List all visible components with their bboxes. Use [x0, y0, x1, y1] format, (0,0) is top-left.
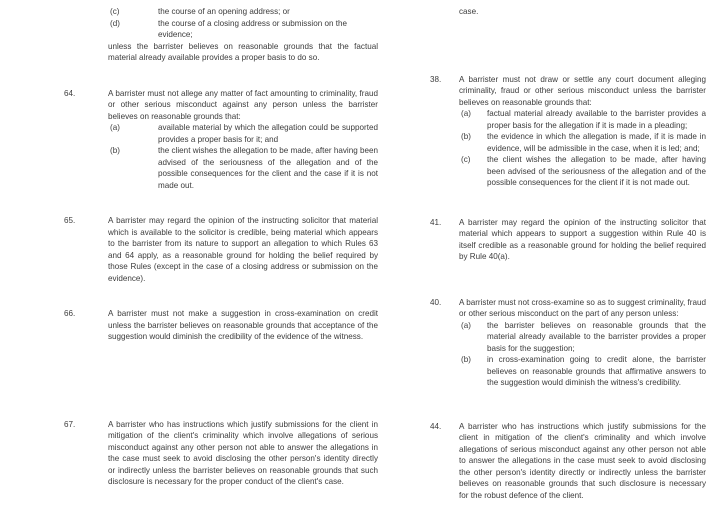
right-continued-clause [400, 6, 720, 18]
subitem [108, 122, 378, 145]
clause-lead-text: A barrister must not make a suggestion in cross-examination on credit unless the barrister believes on reasonable grounds that acceptance of the suggestion would diminish the credibility of the evidence of the witness. [108, 309, 378, 341]
clause-65 [0, 215, 400, 284]
subitem [459, 354, 706, 389]
subitem-letter: (d) [110, 18, 120, 28]
clause-67 [0, 419, 400, 488]
spacer [0, 355, 400, 379]
subitem-text: factual material already available to the barrister provides a proper basis for the allegation if it is made in a pleading; [487, 109, 706, 130]
spacer [400, 201, 720, 217]
subitem [459, 320, 706, 355]
subitem [459, 131, 706, 154]
subitem-letter: (c) [461, 155, 471, 164]
continued-text: case. [459, 7, 479, 16]
subitem-letter: (b) [461, 132, 471, 141]
clause-number: 65. [64, 216, 76, 225]
subitem-text: in cross-examination going to credit alone, the barrister believes on reasonable grounds that affirmative answers to the suggestion would diminish the witness's credibility. [487, 355, 706, 387]
continued-closing-text: unless the barrister believes on reasonable grounds that the factual material already available provides a proper basis to do so. [108, 41, 378, 62]
clause-number: 67. [64, 419, 76, 429]
subitem [108, 6, 378, 18]
clause-number: 64. [64, 88, 76, 98]
subitem-letter: (c) [110, 7, 120, 16]
clause-lead-text: A barrister who has instructions which justify submissions for the client in mitigation of the client's criminality which involve allegations of serious misconduct against any other person not able to answer the allegations in the case must seek to avoid disclosing the other person's identity directly or indirectly unless the barrister believes on reasonable grounds that such disclosure is necessary for the proper conduct of the client's case. [108, 419, 378, 486]
subitem-text: the evidence in which the allegation is made, if it is made in evidence, will be admissible in the case, when it is led; and; [487, 132, 706, 153]
clause-lead-text: A barrister must not allege any matter of fact amounting to criminality, fraud or other serious misconduct against any person unless the barrister believes on reasonable grounds that: [108, 88, 378, 121]
clause-lead-text: A barrister may regard the opinion of the instructing solicitor that material which is available to the solicitor is credible, being material which appears to the barrister from its nature to support an allegation to which Rules 63 and 64 apply, as a reasonable ground for holding the belief required by those Rules (except in the case of a closing address or submission on the evidence). [108, 216, 378, 283]
subitem-text: the client wishes the allegation to be made, after having been advised of the seriousness of the allegation and of the possible consequences for the client if it is not made out. [487, 155, 706, 187]
subitem-letter: (a) [461, 109, 471, 118]
clause-lead-text: A barrister must not draw or settle any court document alleging criminality, fraud or other serious misconduct unless the barrister believes on reasonable grounds that: [459, 74, 706, 107]
clause-40 [400, 297, 720, 389]
subitem-letter: (a) [110, 123, 120, 132]
subitem [459, 108, 706, 131]
spacer [0, 403, 400, 419]
left-continued-clause [0, 6, 400, 64]
clause-lead-text: A barrister who has instructions which justify submissions for the client in mitigation of the client's criminality and which involve allegations of serious misconduct against any other person not able to answer the allegations in the case must seek to avoid disclosing the other person's identity directly or indirectly unless the barrister believes on reasonable grounds that such disclosure is necessary for the robust defence of the client. [459, 421, 706, 500]
right-column [400, 0, 720, 513]
spacer [400, 42, 720, 66]
clause-number: 40. [430, 297, 442, 307]
spacer [400, 401, 720, 417]
subitem [108, 18, 378, 41]
subitem-text: available material by which the allegation could be supported provides a proper basis for it; and [158, 123, 378, 144]
clause-lead-text: A barrister must not cross-examine so as to suggest criminality, fraud or other serious misconduct on the part of any person unless: [459, 297, 706, 318]
subitem-text: the course of a closing address or submission on the evidence; [158, 18, 347, 39]
subitem-text: the course of an opening address; or [158, 7, 290, 16]
spacer [0, 64, 400, 88]
clause-44 [400, 421, 720, 502]
subitem-text: the barrister believes on reasonable grounds that the material already available to the barrister provides a proper basis for the suggestion; [487, 320, 706, 353]
clause-41 [400, 217, 720, 263]
clause-38 [400, 74, 720, 189]
clause-number: 41. [430, 217, 442, 227]
clause-66 [0, 308, 400, 343]
clause-number: 66. [64, 309, 76, 318]
spacer [400, 18, 720, 42]
clause-number: 38. [430, 74, 442, 84]
subitem-letter: (a) [461, 320, 471, 330]
clause-number: 44. [430, 421, 442, 431]
spacer [400, 66, 720, 74]
subitem-letter: (b) [110, 146, 120, 155]
subitem-letter: (b) [461, 355, 471, 364]
subitem [459, 154, 706, 189]
subitem-text: the client wishes the allegation to be made, after having been advised of the seriousness of the allegation and of the possible consequences for the client and the case if it is not made out. [158, 146, 378, 190]
subitem [108, 145, 378, 191]
clause-64 [0, 88, 400, 192]
clause-lead-text: A barrister may regard the opinion of the instructing solicitor that material which appears to support a suggestion within Rule 40 is itself credible as a reasonable ground for holding the belief required by Rule 40(a). [459, 217, 706, 261]
spacer [0, 203, 400, 215]
spacer [400, 275, 720, 291]
spacer [0, 296, 400, 308]
spacer [0, 379, 400, 403]
